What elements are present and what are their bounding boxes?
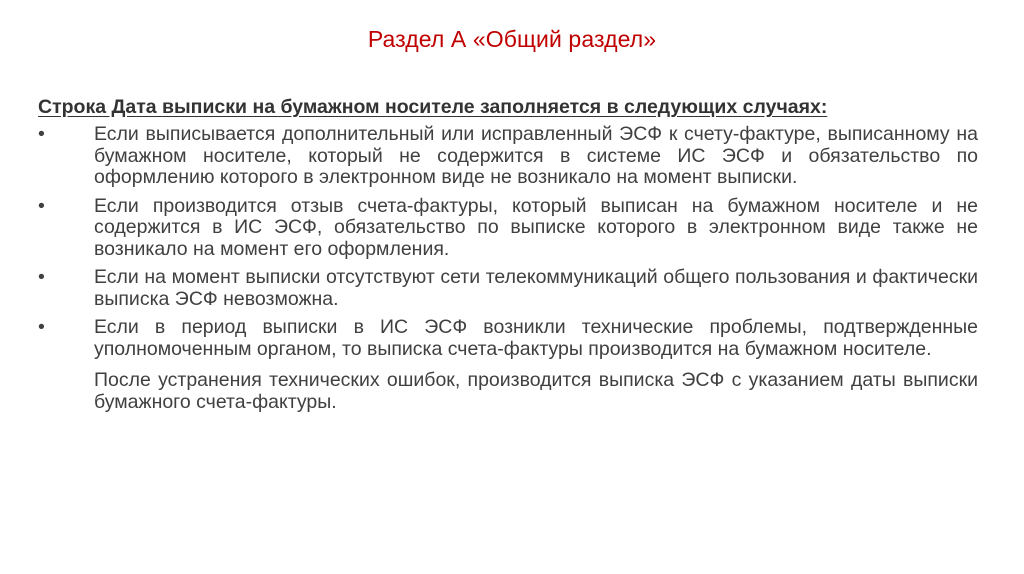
bullet-item xyxy=(38,124,978,189)
bullet-item xyxy=(38,267,978,310)
closing-note: После устранения технических ошибок, производится выписка ЭСФ с указанием даты выписки бумажного счета-фактуры. xyxy=(94,369,978,413)
bullet-icon: • xyxy=(38,266,45,288)
bullet-item xyxy=(38,196,978,261)
bullet-item xyxy=(38,317,978,360)
bullet-list xyxy=(38,124,978,360)
bullet-text: Если производится отзыв счета-фактуры, который выписан на бумажном носителе и не содержится в ИС ЭСФ, обязательство по выписке которого в электронном виде также не возникало на момент его оформления. xyxy=(94,194,978,260)
bullet-text: Если в период выписки в ИС ЭСФ возникли технические проблемы, подтвержденные уполномоченным органом, то выписка счета-фактуры производится на бумажном носителе. xyxy=(94,316,978,360)
bullet-text: Если выписывается дополнительный или исправленный ЭСФ к счету-фактуре, выписанному на бумажном носителе, который не содержится в системе ИС ЭСФ и обязательство по оформлению которого в электронном виде не возникало на момент выписки. xyxy=(94,123,978,188)
slide-title: Раздел А «Общий раздел» xyxy=(367,26,657,52)
bullet-icon: • xyxy=(38,123,45,145)
slide-body xyxy=(38,96,978,413)
bullet-text: Если на момент выписки отсутствуют сети телекоммуникаций общего пользования и фактически выписка ЭСФ невозможна. xyxy=(94,266,978,310)
bullet-icon: • xyxy=(38,194,45,217)
section-heading: Строка Дата выписки на бумажном носителе заполняется в следующих случаях: xyxy=(38,96,828,118)
bullet-icon: • xyxy=(38,316,45,338)
